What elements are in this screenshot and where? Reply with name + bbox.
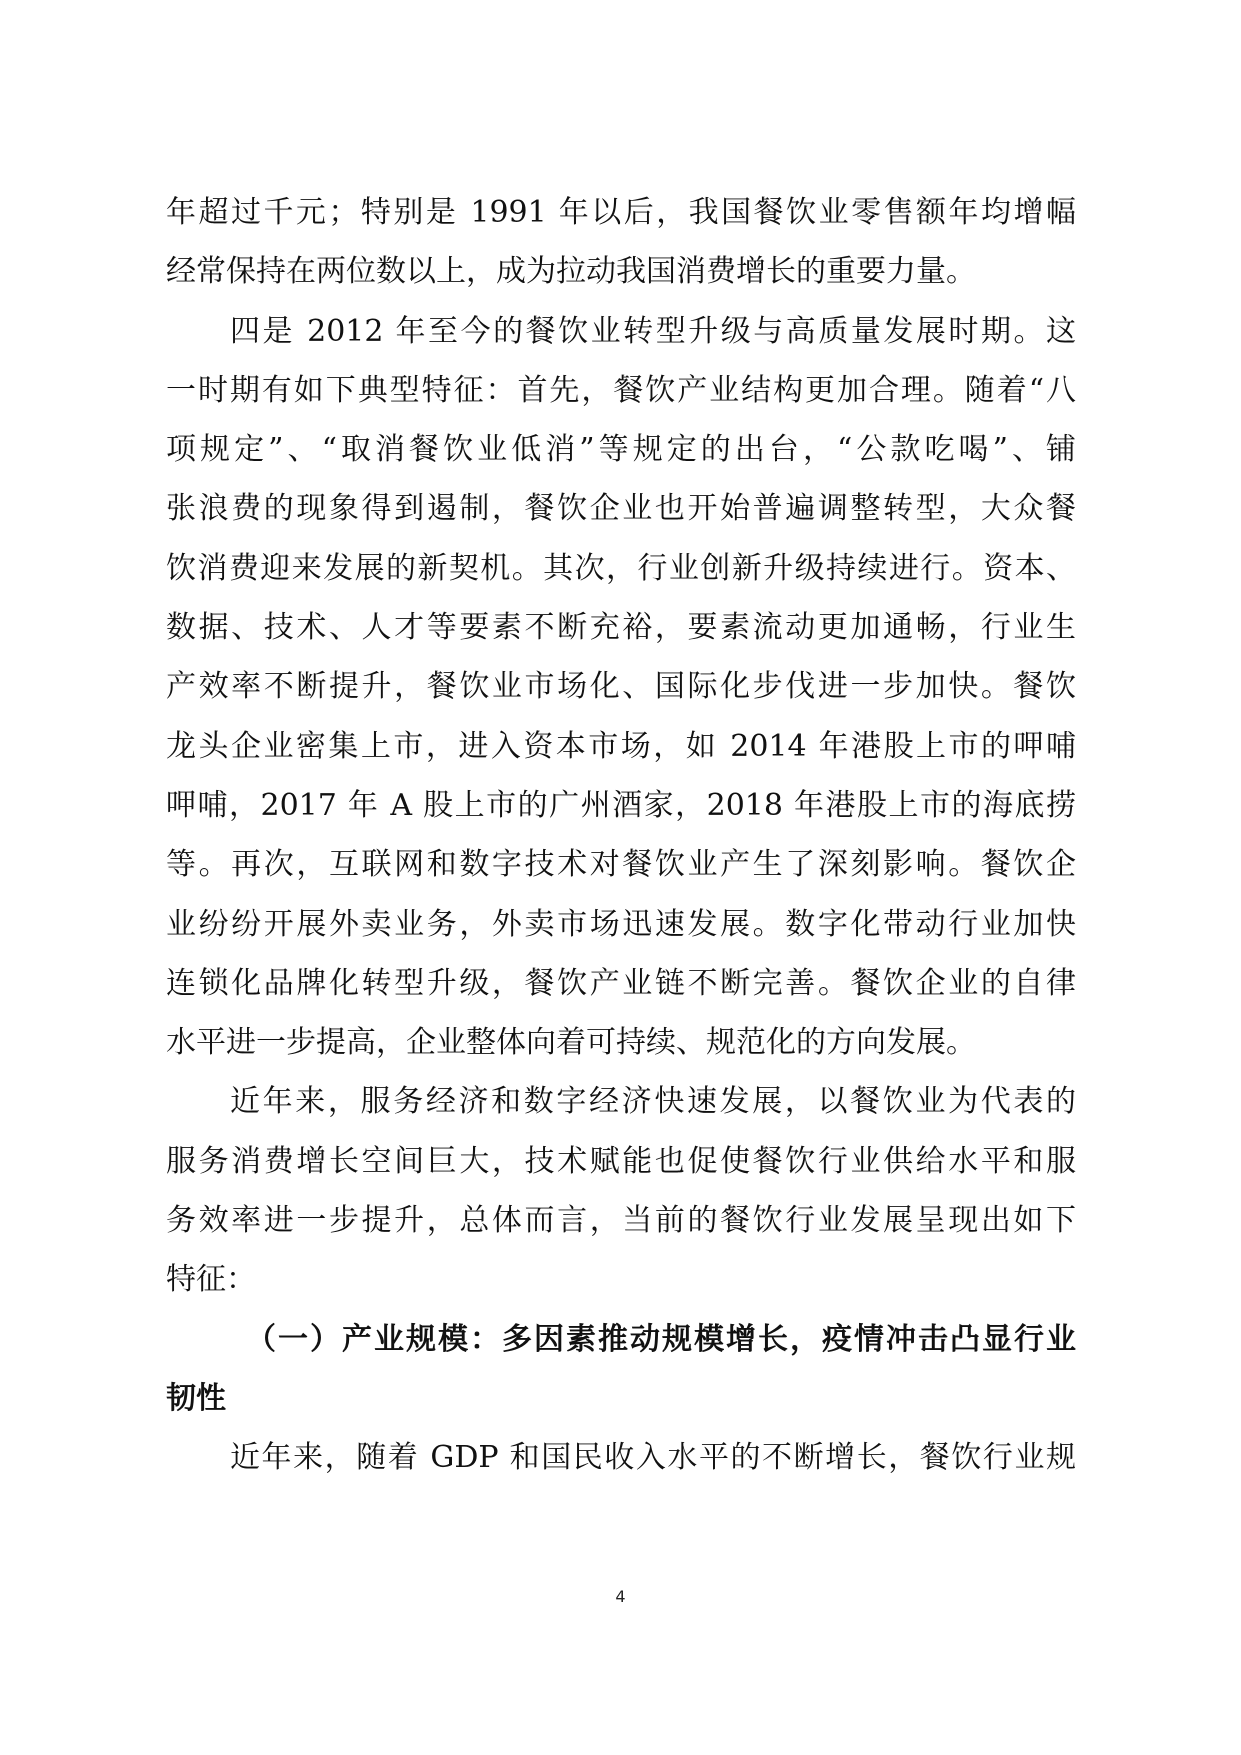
text-line: 等。再次，互联网和数字技术对餐饮业产生了深刻影响。餐饮企 — [166, 847, 1076, 883]
page-number: 4 — [615, 1587, 626, 1606]
paragraph-start-line: 四是 2012 年至今的餐饮业转型升级与高质量发展时期。这 — [230, 313, 1076, 349]
text-line: 龙头企业密集上市，进入资本市场，如 2014 年港股上市的呷哺 — [166, 728, 1076, 764]
text-line: 项规定”、“取消餐饮业低消”等规定的出台，“公款吃喝”、铺 — [166, 432, 1076, 468]
text-line: 呷哺，2017 年 A 股上市的广州酒家，2018 年港股上市的海底捞 — [166, 787, 1076, 823]
paragraph-start-line: 近年来，随着 GDP 和国民收入水平的不断增长，餐饮行业规 — [230, 1440, 1076, 1476]
section-heading: （一）产业规模：多因素推动规模增长，疫情冲击凸显行业 — [246, 1321, 1076, 1357]
text-line: 连锁化品牌化转型升级，餐饮产业链不断完善。餐饮企业的自律 — [166, 965, 1076, 1001]
text-line: 一时期有如下典型特征：首先，餐饮产业结构更加合理。随着“八 — [166, 372, 1076, 408]
text-line: 服务消费增长空间巨大，技术赋能也促使餐饮行业供给水平和服 — [166, 1143, 1076, 1179]
text-line: 年超过千元；特别是 1991 年以后，我国餐饮业零售额年均增幅 — [166, 195, 1076, 230]
text-line: 数据、技术、人才等要素不断充裕，要素流动更加通畅，行业生 — [166, 610, 1076, 646]
paragraph-start-line: 近年来，服务经济和数字经济快速发展，以餐饮业为代表的 — [230, 1084, 1076, 1120]
text-line: 业纷纷开展外卖业务，外卖市场迅速发展。数字化带动行业加快 — [166, 906, 1076, 942]
text-line: 经常保持在两位数以上，成为拉动我国消费增长的重要力量。 — [166, 254, 976, 290]
text-line: 张浪费的现象得到遏制，餐饮企业也开始普遍调整转型，大众餐 — [166, 491, 1076, 527]
text-line: 务效率进一步提升，总体而言，当前的餐饮行业发展呈现出如下 — [166, 1203, 1076, 1239]
section-heading-continuation: 韧性 — [166, 1380, 226, 1416]
text-line: 产效率不断提升，餐饮业市场化、国际化步伐进一步加快。餐饮 — [166, 669, 1076, 705]
text-line: 特征： — [166, 1262, 256, 1298]
body-text — [166, 183, 1076, 1488]
text-line: 饮消费迎来发展的新契机。其次，行业创新升级持续进行。资本、 — [166, 550, 1076, 586]
text-line: 水平进一步提高，企业整体向着可持续、规范化的方向发展。 — [166, 1025, 976, 1061]
